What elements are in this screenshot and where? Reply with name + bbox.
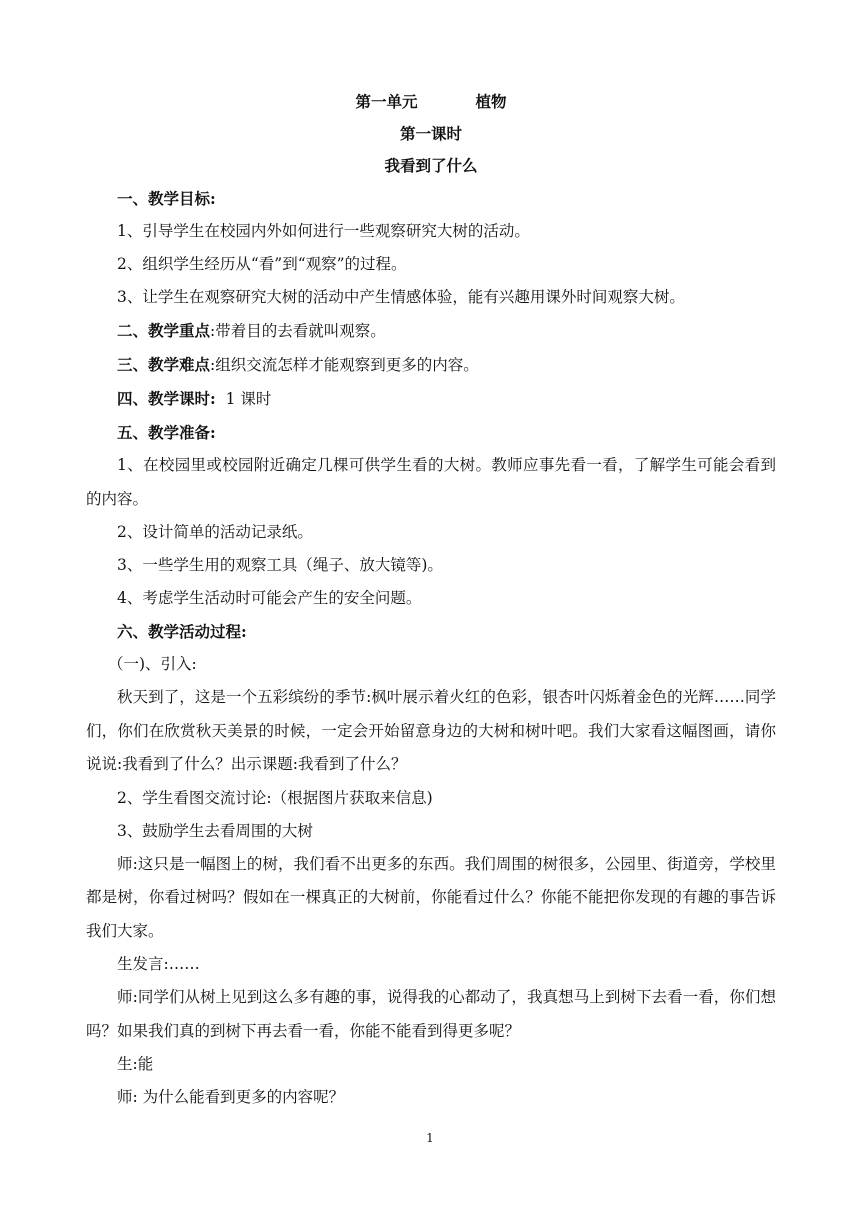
lesson-title: 第一课时 xyxy=(399,124,462,143)
key-point-line xyxy=(86,314,776,348)
objectives-heading: 一、教学目标: xyxy=(117,189,216,208)
process-paragraph-7: 生:能 xyxy=(117,1055,154,1073)
hours-line xyxy=(86,382,776,416)
objective-item-1: 1、引导学生在校园内外如何进行一些观察研究大树的活动。 xyxy=(117,222,530,240)
difficulty-line xyxy=(86,348,776,382)
document-body xyxy=(86,86,776,1114)
process-paragraph-6: 师:同学们从树上见到这么多有趣的事，说得我的心都动了，我真想马上到树下去看一看，你们想吗？如果我们真的到树下再去看一看，你能不能看到得更多呢？ xyxy=(86,988,776,1040)
preparation-item-3: 3、一些学生用的观察工具（绳子、放大镜等)。 xyxy=(117,556,443,574)
process-paragraph-4: 师:这只是一幅图上的树，我们看不出更多的东西。我们周围的树很多，公园里、街道旁，学校里都是树，你看过树吗？假如在一棵真正的大树前，你能看过什么？你能不能把你发现的有趣的事告诉我们大家。 xyxy=(86,854,776,940)
difficulty-label: 三、教学难点 xyxy=(117,355,211,374)
process-heading: 六、教学活动过程: xyxy=(117,622,247,641)
intro-label: （一)、引入: xyxy=(108,655,197,673)
preparation-heading: 五、教学准备: xyxy=(117,423,216,442)
key-point-label: 二、教学重点 xyxy=(117,321,211,340)
hours-text: 1 课时 xyxy=(215,390,272,408)
unit-title xyxy=(86,86,776,118)
preparation-item-2: 2、设计简单的活动记录纸。 xyxy=(117,523,313,541)
process-paragraph-1: 秋天到了，这是一个五彩缤纷的季节:枫叶展示着火红的色彩，银杏叶闪烁着金色的光辉……同学们，你们在欣赏秋天美景的时候，一定会开始留意身边的大树和树叶吧。我们大家看这幅图画，请你说说:我看到了什么？出示课题:我看到了什么？ xyxy=(86,688,776,773)
page-number: 1 xyxy=(426,1131,434,1145)
process-paragraph-5: 生发言:…… xyxy=(117,955,200,973)
hours-label: 四、教学课时: xyxy=(117,389,216,408)
preparation-item-4: 4、考虑学生活动时可能会产生的安全问题。 xyxy=(117,589,422,607)
topic-title: 我看到了什么 xyxy=(384,156,478,175)
objective-item-2: 2、组织学生经历从“看”到“观察”的过程。 xyxy=(117,255,407,273)
subject-label: 植物 xyxy=(475,92,507,111)
preparation-item-1: 1、在校园里或校园附近确定几棵可供学生看的大树。教师应事先看一看，了解学生可能会看到的内容。 xyxy=(86,456,776,508)
unit-label: 第一单元 xyxy=(355,92,418,111)
process-paragraph-3: 3、鼓励学生去看周围的大树 xyxy=(117,821,313,840)
objective-item-3: 3、让学生在观察研究大树的活动中产生情感体验，能有兴趣用课外时间观察大树。 xyxy=(117,288,685,306)
process-paragraph-2: 2、学生看图交流讨论:（根据图片获取来信息) xyxy=(117,788,433,807)
process-paragraph-8: 师: 为什么能看到更多的内容呢？ xyxy=(117,1088,345,1106)
difficulty-text: :组织交流怎样才能观察到更多的内容。 xyxy=(210,356,479,374)
key-point-text: :带着目的去看就叫观察。 xyxy=(210,322,386,340)
